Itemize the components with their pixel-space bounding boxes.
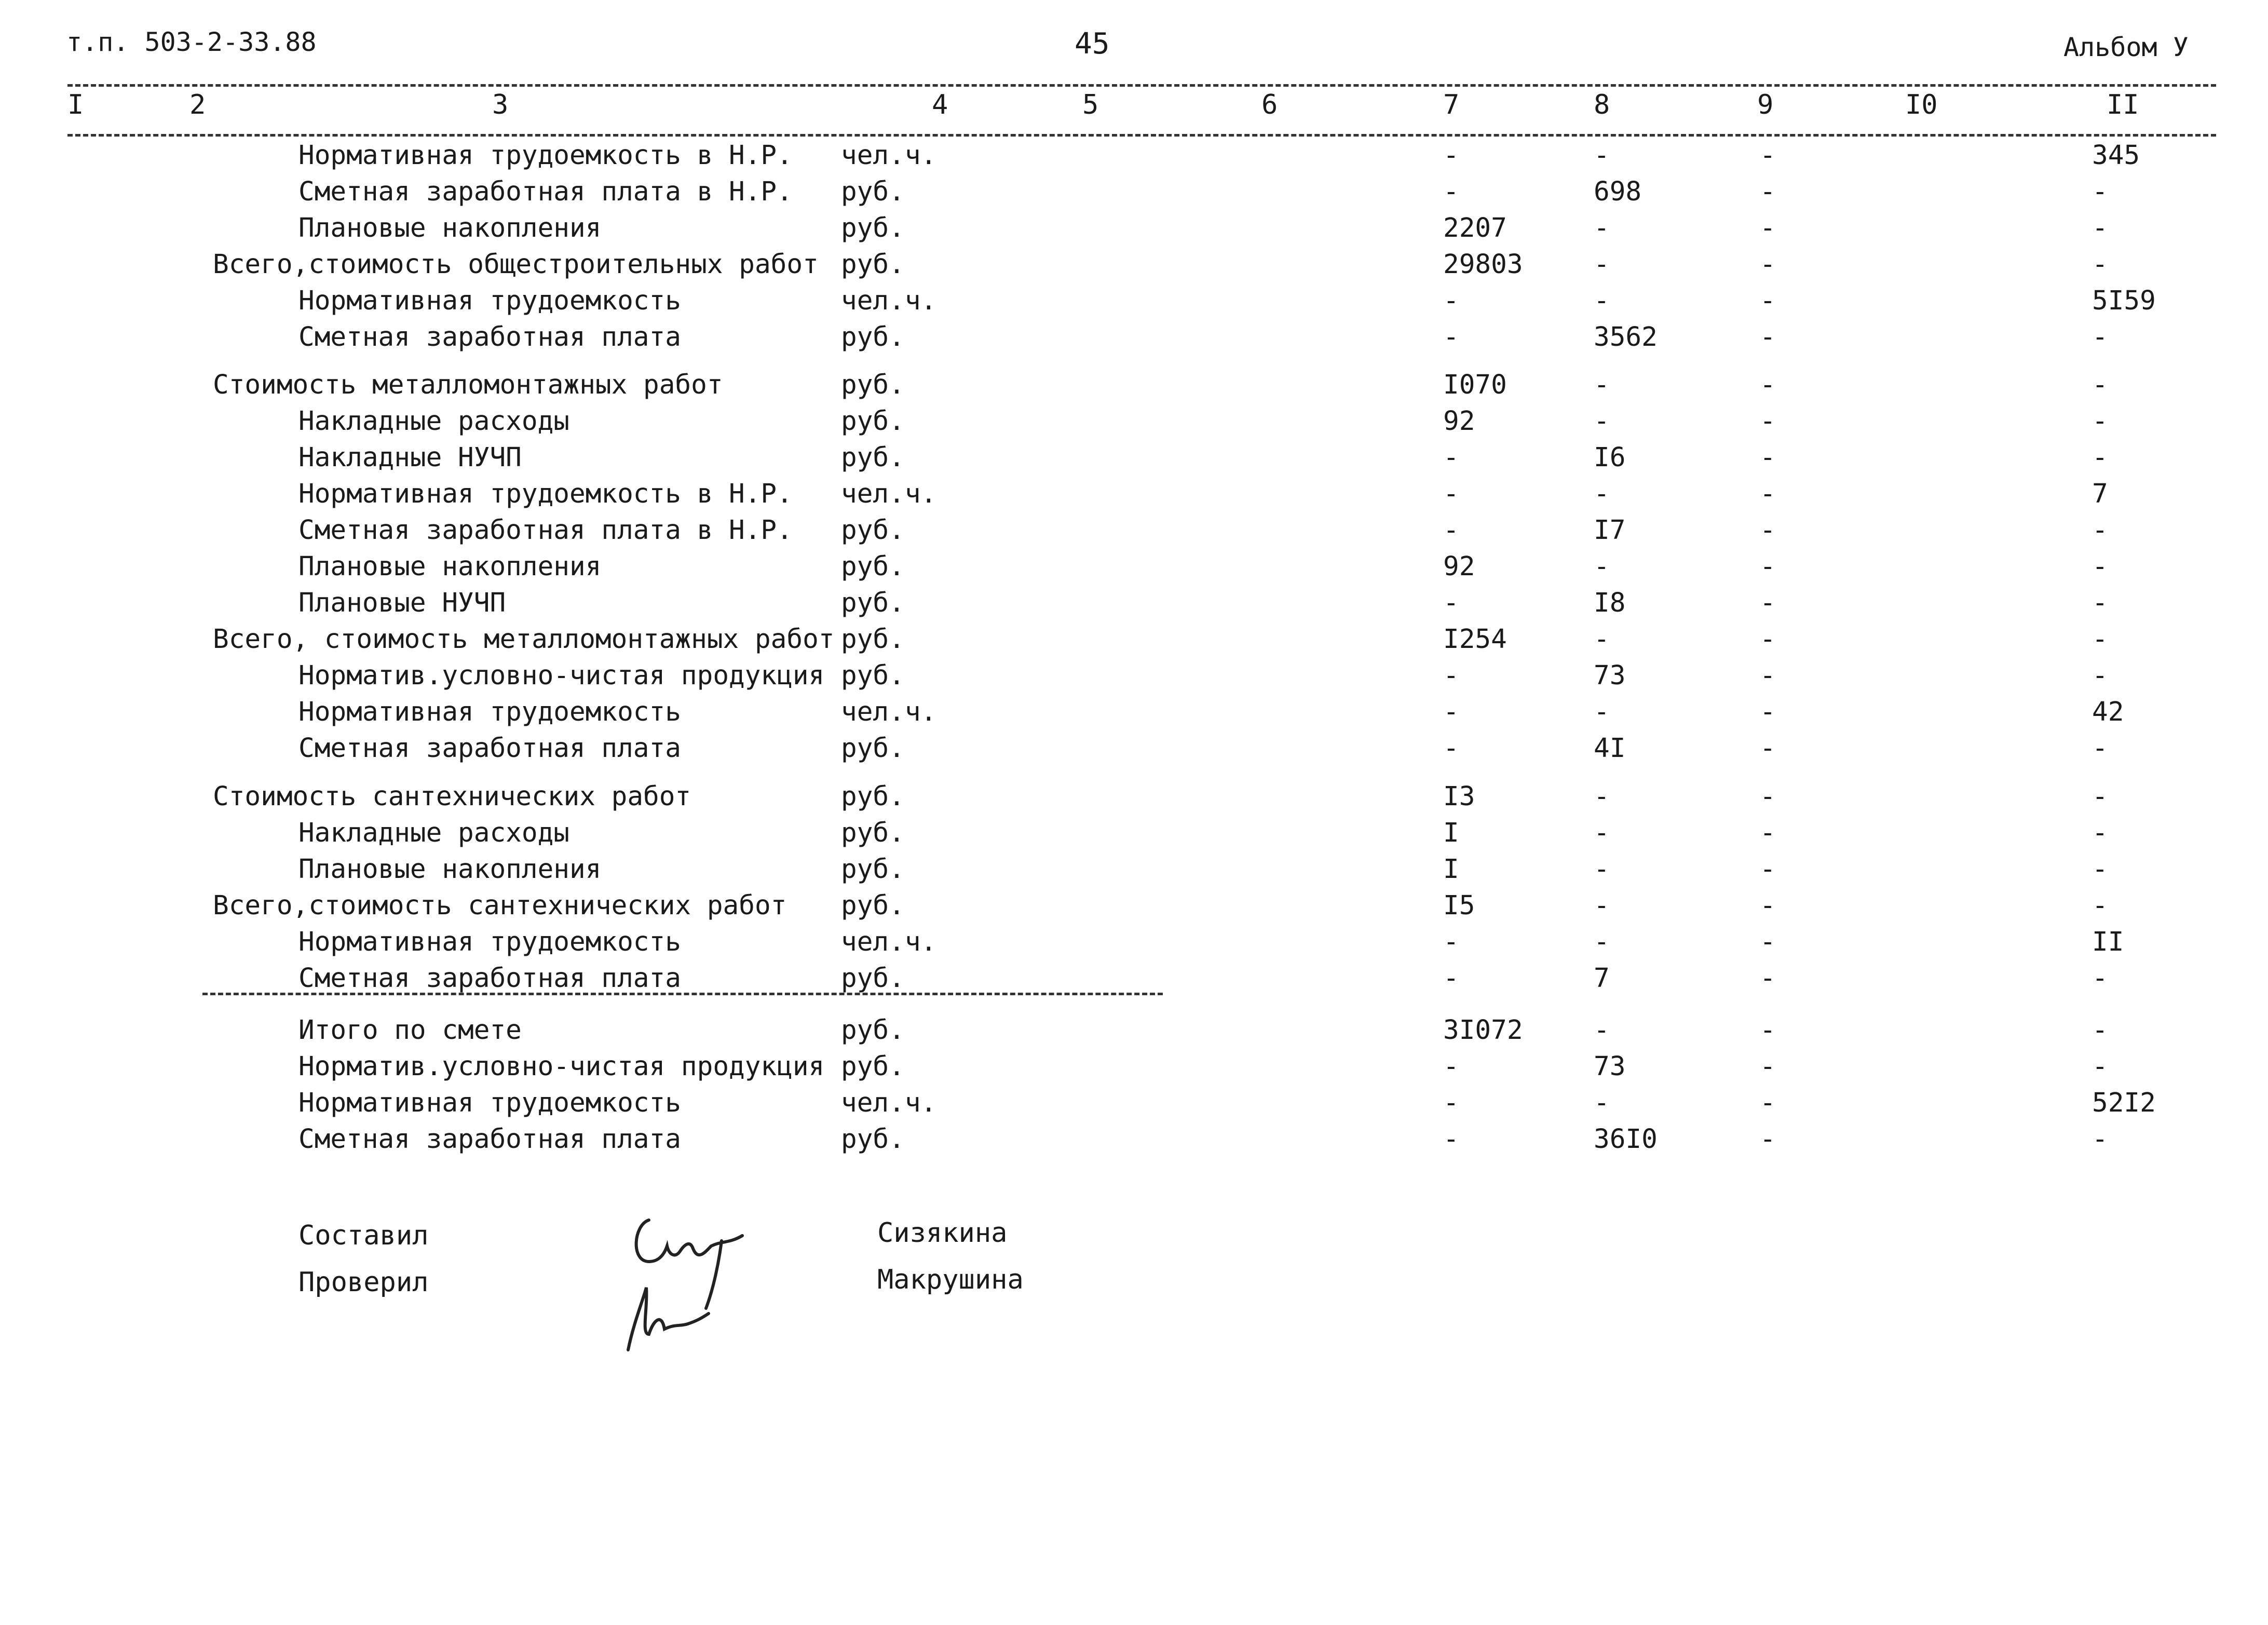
col9-value: -: [1760, 588, 1776, 618]
table-row: [0, 406, 2268, 442]
row-unit: чел.ч.: [841, 927, 937, 957]
row-unit: руб.: [841, 963, 905, 994]
col9-value: -: [1760, 479, 1776, 509]
handwritten-signature-icon: [602, 1204, 779, 1355]
col7-value: -: [1443, 515, 1459, 546]
col8-value: 36I0: [1594, 1124, 1658, 1155]
col11-value: -: [2092, 733, 2108, 764]
col11-value: -: [2092, 624, 2108, 655]
album-label: Альбом У: [2063, 32, 2189, 62]
col9-value: -: [1760, 213, 1776, 243]
col11-value: II: [2092, 927, 2124, 957]
col9-value: -: [1760, 818, 1776, 848]
col9-value: -: [1760, 442, 1776, 473]
table-row: [0, 890, 2268, 927]
col11-value: 52I2: [2092, 1088, 2156, 1118]
column-number: 2: [189, 89, 206, 120]
col11-value: -: [2092, 406, 2108, 437]
col7-value: -: [1443, 286, 1459, 316]
col8-value: -: [1594, 213, 1610, 243]
table-row: [0, 854, 2268, 890]
col8-value: -: [1594, 927, 1610, 957]
col9-value: -: [1760, 890, 1776, 921]
row-unit: чел.ч.: [841, 1088, 937, 1118]
col11-value: -: [2092, 854, 2108, 885]
row-label: Сметная заработная плата в Н.Р.: [298, 515, 793, 546]
col7-value: I5: [1443, 890, 1475, 921]
col9-value: -: [1760, 551, 1776, 582]
col8-value: -: [1594, 551, 1610, 582]
col7-value: 3I072: [1443, 1015, 1523, 1046]
table-row: [0, 370, 2268, 406]
row-unit: чел.ч.: [841, 697, 937, 727]
col11-value: -: [2092, 442, 2108, 473]
table-row: [0, 927, 2268, 963]
column-number: 8: [1594, 89, 1610, 120]
row-label: Нормативная трудоемкость в Н.Р.: [298, 479, 793, 509]
row-unit: руб.: [841, 733, 905, 764]
col7-value: 92: [1443, 551, 1475, 582]
row-unit: руб.: [841, 322, 905, 353]
col7-value: 29803: [1443, 249, 1523, 280]
col7-value: -: [1443, 1051, 1459, 1082]
row-label: Итого по смете: [298, 1015, 522, 1046]
col7-value: -: [1443, 177, 1459, 207]
col8-value: 698: [1594, 177, 1642, 207]
col8-value: -: [1594, 624, 1610, 655]
col7-value: I070: [1443, 370, 1507, 400]
table-row: [0, 479, 2268, 515]
col8-value: -: [1594, 697, 1610, 727]
col8-value: 73: [1594, 660, 1626, 691]
col9-value: -: [1760, 624, 1776, 655]
col7-value: -: [1443, 733, 1459, 764]
table-row: [0, 322, 2268, 358]
col8-value: -: [1594, 370, 1610, 400]
col11-value: -: [2092, 177, 2108, 207]
col8-value: -: [1594, 781, 1610, 812]
col11-value: 345: [2092, 140, 2140, 171]
col11-value: -: [2092, 1051, 2108, 1082]
column-number: 7: [1443, 89, 1460, 120]
col9-value: -: [1760, 660, 1776, 691]
row-unit: руб.: [841, 249, 905, 280]
row-unit: чел.ч.: [841, 286, 937, 316]
col7-value: -: [1443, 963, 1459, 994]
col7-value: 92: [1443, 406, 1475, 437]
col7-value: I254: [1443, 624, 1507, 655]
col11-value: -: [2092, 370, 2108, 400]
col9-value: -: [1760, 177, 1776, 207]
col11-value: -: [2092, 249, 2108, 280]
col9-value: -: [1760, 854, 1776, 885]
col9-value: -: [1760, 322, 1776, 353]
col9-value: -: [1760, 406, 1776, 437]
row-unit: руб.: [841, 551, 905, 582]
table-row: [0, 551, 2268, 588]
row-label: Сметная заработная плата: [298, 322, 681, 353]
col9-value: -: [1760, 1051, 1776, 1082]
col11-value: -: [2092, 551, 2108, 582]
row-unit: руб.: [841, 442, 905, 473]
col7-value: -: [1443, 660, 1459, 691]
column-number: I: [67, 89, 84, 120]
header-top-rule: [67, 84, 2216, 87]
row-label: Всего,стоимость общестроительных работ: [213, 249, 819, 280]
row-label: Нормативная трудоемкость в Н.Р.: [298, 140, 793, 171]
table-row: [0, 1051, 2268, 1088]
row-label: Плановые НУЧП: [298, 588, 506, 618]
col8-value: -: [1594, 249, 1610, 280]
table-row: [0, 1088, 2268, 1124]
col8-value: -: [1594, 140, 1610, 171]
col9-value: -: [1760, 927, 1776, 957]
col8-value: 3562: [1594, 322, 1658, 353]
row-unit: руб.: [841, 588, 905, 618]
col8-value: 4I: [1594, 733, 1626, 764]
row-unit: руб.: [841, 1015, 905, 1046]
row-label: Нормативная трудоемкость: [298, 697, 681, 727]
row-label: Нормативная трудоемкость: [298, 927, 681, 957]
row-label: Плановые накопления: [298, 854, 602, 885]
col9-value: -: [1760, 249, 1776, 280]
col9-value: -: [1760, 1124, 1776, 1155]
col8-value: I8: [1594, 588, 1626, 618]
col7-value: I3: [1443, 781, 1475, 812]
row-label: Накладные расходы: [298, 406, 569, 437]
row-label: Норматив.условно-чистая продукция: [298, 1051, 825, 1082]
table-row: [0, 660, 2268, 697]
row-label: Всего, стоимость металломонтажных работ: [213, 624, 835, 655]
col8-value: -: [1594, 854, 1610, 885]
col9-value: -: [1760, 963, 1776, 994]
column-number: II: [2107, 89, 2139, 120]
col8-value: 73: [1594, 1051, 1626, 1082]
col8-value: I6: [1594, 442, 1626, 473]
row-unit: руб.: [841, 854, 905, 885]
col9-value: -: [1760, 1088, 1776, 1118]
col7-value: -: [1443, 322, 1459, 353]
col11-value: -: [2092, 818, 2108, 848]
page-number: 45: [1075, 27, 1110, 61]
row-unit: руб.: [841, 177, 905, 207]
col9-value: -: [1760, 515, 1776, 546]
col9-value: -: [1760, 140, 1776, 171]
col11-value: -: [2092, 781, 2108, 812]
row-unit: чел.ч.: [841, 479, 937, 509]
col11-value: -: [2092, 963, 2108, 994]
row-unit: руб.: [841, 515, 905, 546]
col8-value: -: [1594, 479, 1610, 509]
table-row: [0, 733, 2268, 769]
row-label: Нормативная трудоемкость: [298, 1088, 681, 1118]
table-row: [0, 286, 2268, 322]
col9-value: -: [1760, 733, 1776, 764]
col11-value: -: [2092, 1015, 2108, 1046]
table-row: [0, 588, 2268, 624]
table-row: [0, 818, 2268, 854]
col7-value: -: [1443, 1088, 1459, 1118]
row-unit: руб.: [841, 660, 905, 691]
row-label: Накладные НУЧП: [298, 442, 522, 473]
compiled-name: Сизякина: [877, 1217, 1008, 1249]
column-number: 4: [932, 89, 948, 120]
column-number: 6: [1261, 89, 1278, 120]
compiled-label: Составил: [298, 1220, 429, 1251]
row-unit: руб.: [841, 370, 905, 400]
col11-value: -: [2092, 588, 2108, 618]
table-row: [0, 177, 2268, 213]
table-row: [0, 213, 2268, 249]
row-label: Сметная заработная плата: [298, 1124, 681, 1155]
table-row: [0, 1015, 2268, 1051]
col11-value: -: [2092, 322, 2108, 353]
row-unit: руб.: [841, 781, 905, 812]
col11-value: -: [2092, 660, 2108, 691]
col7-value: I: [1443, 854, 1459, 885]
col7-value: -: [1443, 927, 1459, 957]
col11-value: -: [2092, 213, 2108, 243]
column-number: 5: [1082, 89, 1099, 120]
col7-value: I: [1443, 818, 1459, 848]
col9-value: -: [1760, 697, 1776, 727]
col7-value: -: [1443, 442, 1459, 473]
col11-value: -: [2092, 515, 2108, 546]
row-unit: руб.: [841, 1051, 905, 1082]
col11-value: -: [2092, 1124, 2108, 1155]
row-unit: руб.: [841, 1124, 905, 1155]
col11-value: -: [2092, 890, 2108, 921]
row-label: Накладные расходы: [298, 818, 569, 848]
table-row: [0, 697, 2268, 733]
column-number: 3: [492, 89, 509, 120]
row-label: Стоимость сантехнических работ: [213, 781, 691, 812]
table-row: [0, 515, 2268, 551]
row-label: Сметная заработная плата: [298, 733, 681, 764]
col8-value: -: [1594, 818, 1610, 848]
row-unit: руб.: [841, 213, 905, 243]
row-label: Плановые накопления: [298, 213, 602, 243]
col9-value: -: [1760, 286, 1776, 316]
table-row: [0, 624, 2268, 660]
row-label: Всего,стоимость сантехнических работ: [213, 890, 787, 921]
col7-value: -: [1443, 697, 1459, 727]
table-row: [0, 442, 2268, 479]
col9-value: -: [1760, 1015, 1776, 1046]
checked-label: Проверил: [298, 1267, 429, 1298]
row-unit: руб.: [841, 406, 905, 437]
row-label: Плановые накопления: [298, 551, 602, 582]
row-unit: руб.: [841, 818, 905, 848]
col7-value: -: [1443, 588, 1459, 618]
section-divider: [202, 993, 1163, 995]
row-label: Сметная заработная плата: [298, 963, 681, 994]
row-label: Стоимость металломонтажных работ: [213, 370, 723, 400]
table-row: [0, 140, 2268, 177]
table-row: [0, 1124, 2268, 1160]
row-label: Сметная заработная плата в Н.Р.: [298, 177, 793, 207]
table-row: [0, 249, 2268, 286]
table-row: [0, 781, 2268, 818]
col9-value: -: [1760, 781, 1776, 812]
document-code: т.п. 503-2-33.88: [66, 27, 317, 57]
row-unit: руб.: [841, 624, 905, 655]
column-number: I0: [1905, 89, 1938, 120]
col8-value: -: [1594, 1088, 1610, 1118]
col8-value: 7: [1594, 963, 1610, 994]
col7-value: -: [1443, 479, 1459, 509]
col8-value: -: [1594, 1015, 1610, 1046]
row-unit: руб.: [841, 890, 905, 921]
checked-name: Макрушина: [877, 1264, 1024, 1295]
col8-value: -: [1594, 406, 1610, 437]
col7-value: 2207: [1443, 213, 1507, 243]
column-number: 9: [1757, 89, 1774, 120]
col11-value: 42: [2092, 697, 2124, 727]
header-bottom-rule: [67, 134, 2216, 137]
col8-value: -: [1594, 890, 1610, 921]
col9-value: -: [1760, 370, 1776, 400]
col8-value: I7: [1594, 515, 1626, 546]
col11-value: 7: [2092, 479, 2108, 509]
row-unit: чел.ч.: [841, 140, 937, 171]
row-label: Норматив.условно-чистая продукция: [298, 660, 825, 691]
col7-value: -: [1443, 1124, 1459, 1155]
col11-value: 5I59: [2092, 286, 2156, 316]
row-label: Нормативная трудоемкость: [298, 286, 681, 316]
col7-value: -: [1443, 140, 1459, 171]
col8-value: -: [1594, 286, 1610, 316]
